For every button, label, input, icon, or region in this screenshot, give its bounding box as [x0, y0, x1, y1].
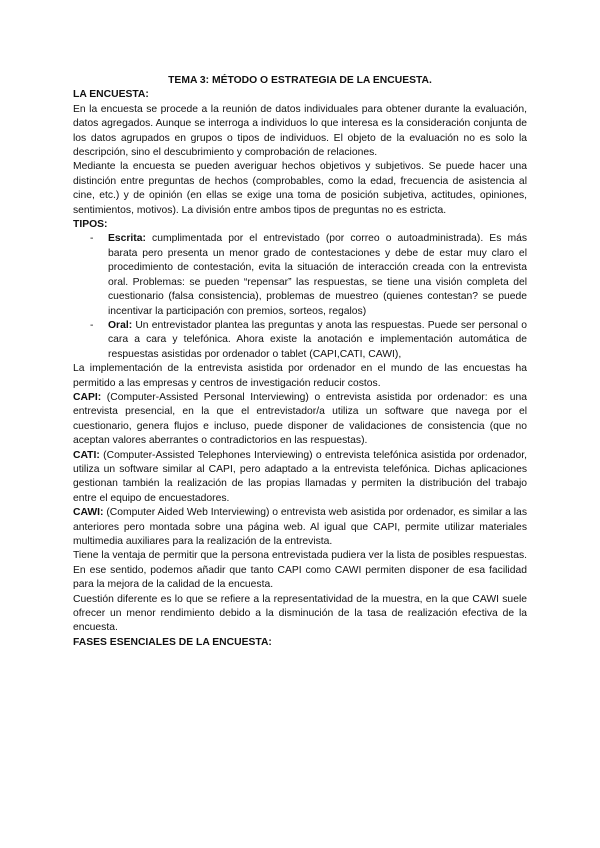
term-oral: Oral:	[108, 319, 133, 331]
list-dash: -	[90, 319, 94, 331]
paragraph-cati	[73, 449, 527, 507]
text-cawi: (Computer Aided Web Interviewing) o entrevista web asistida por ordenador, es similar a las anteriores pero montada sobre una página web. Al igual que CAPI, permite utilizar materiales multimedia auxiliares para la realización de la entrevista.	[73, 507, 527, 547]
text-cati: (Computer-Assisted Telephones Interviewing) o entrevista telefónica asistida por ordenador, utiliza un software similar al CAPI, pero adaptado a la entrevista telefónica. Dichas aplicaciones gestionan también la realización de las propias llamadas y permiten la distribución del trabajo entre el equipo de encuestadores.	[73, 449, 527, 504]
text-escrita: cumplimentada por el entrevistado (por correo o autoadministrada). Es más barata pero presenta un menor grado de contestaciones y debe de estar muy claro el procedimiento de contestación, evita la situación de interacción creada con la entrevista oral. Problemas: se pueden “repensar” las respuestas, se tiene una visión completa del cuestionario (falsa consistencia), problemas de muestreo (quienes contestan? se puede incentivar la participación con premios, sorteos, regalos)	[108, 233, 527, 317]
term-cati: CATI:	[73, 449, 100, 461]
list-item-escrita	[73, 232, 527, 318]
term-escrita: Escrita:	[108, 233, 146, 245]
paragraph-ventaja: Tiene la ventaja de permitir que la persona entrevistada pudiera ver la lista de posibles respuestas. En ese sentido, podemos añadir que tanto CAPI como CAWI permiten disponer de esa facilidad para la mejora de la calidad de la encuesta.	[73, 550, 527, 591]
paragraph-representatividad: Cuestión diferente es lo que se refiere a la representatividad de la muestra, en la que CAWI suele ofrecer un menor rendimiento debido a la disminución de la tasa de realización efectiva de la encuesta.	[73, 593, 527, 634]
tipos-list	[73, 232, 527, 362]
section-heading-la-encuesta: LA ENCUESTA:	[73, 89, 149, 101]
list-dash: -	[90, 233, 94, 245]
text-capi: (Computer-Assisted Personal Interviewing) o entrevista asistida por ordenador: es una entrevista presencial, en la que el entrevistador/a utiliza un software que navega por el cuestionario, genera flujos e incluso, puede disponer de validaciones de consistencia (que no aceptan valores aberrantes o contradictorios en las respuestas).	[73, 391, 527, 447]
paragraph-hechos-opinion: Mediante la encuesta se pueden averiguar hechos objetivos y subjetivos. Se puede hacer una distinción entre preguntas de hechos (comprobables, como la edad, frecuencia de asistencia al cine, etc.) y de opinión (en ellas se exige una toma de posición subjetiva, actitudes, opiniones, sentimientos, motivos). La división entre ambos tipos de preguntas no es estricta.	[73, 161, 527, 216]
document-content	[73, 74, 527, 650]
text-oral: Un entrevistador plantea las preguntas y anota las respuestas. Puede ser personal o cara a cara y telefónica. Ahora existe la anotación e implementación automática de respuestas asistidas por ordenador o tablet (CAPI,CATI, CAWI),	[108, 319, 527, 360]
list-item-oral	[73, 319, 527, 362]
term-cawi: CAWI:	[73, 507, 104, 519]
section-heading-fases: FASES ESENCIALES DE LA ENCUESTA:	[73, 636, 272, 648]
document-title: TEMA 3: MÉTODO O ESTRATEGIA DE LA ENCUESTA.	[168, 75, 432, 86]
paragraph-capi	[73, 391, 527, 449]
paragraph-implementacion: La implementación de la entrevista asistida por ordenador en el mundo de las encuestas ha permitido a las empresas y centros de investigación reducir costos.	[73, 363, 527, 389]
paragraph-cawi	[73, 506, 527, 549]
paragraph-encuesta-definicion: En la encuesta se procede a la reunión de datos individuales para obtener durante la evaluación, datos agregados. Aunque se interroga a individuos lo que interesa es la consideración conjunta de los datos agrupados en grupos o tipos de individuos. El objeto de la evaluación no es solo la descripción, sino el descubrimiento y comprobación de relaciones.	[73, 103, 527, 159]
section-heading-tipos: TIPOS:	[73, 219, 108, 231]
term-capi: CAPI:	[73, 391, 102, 403]
